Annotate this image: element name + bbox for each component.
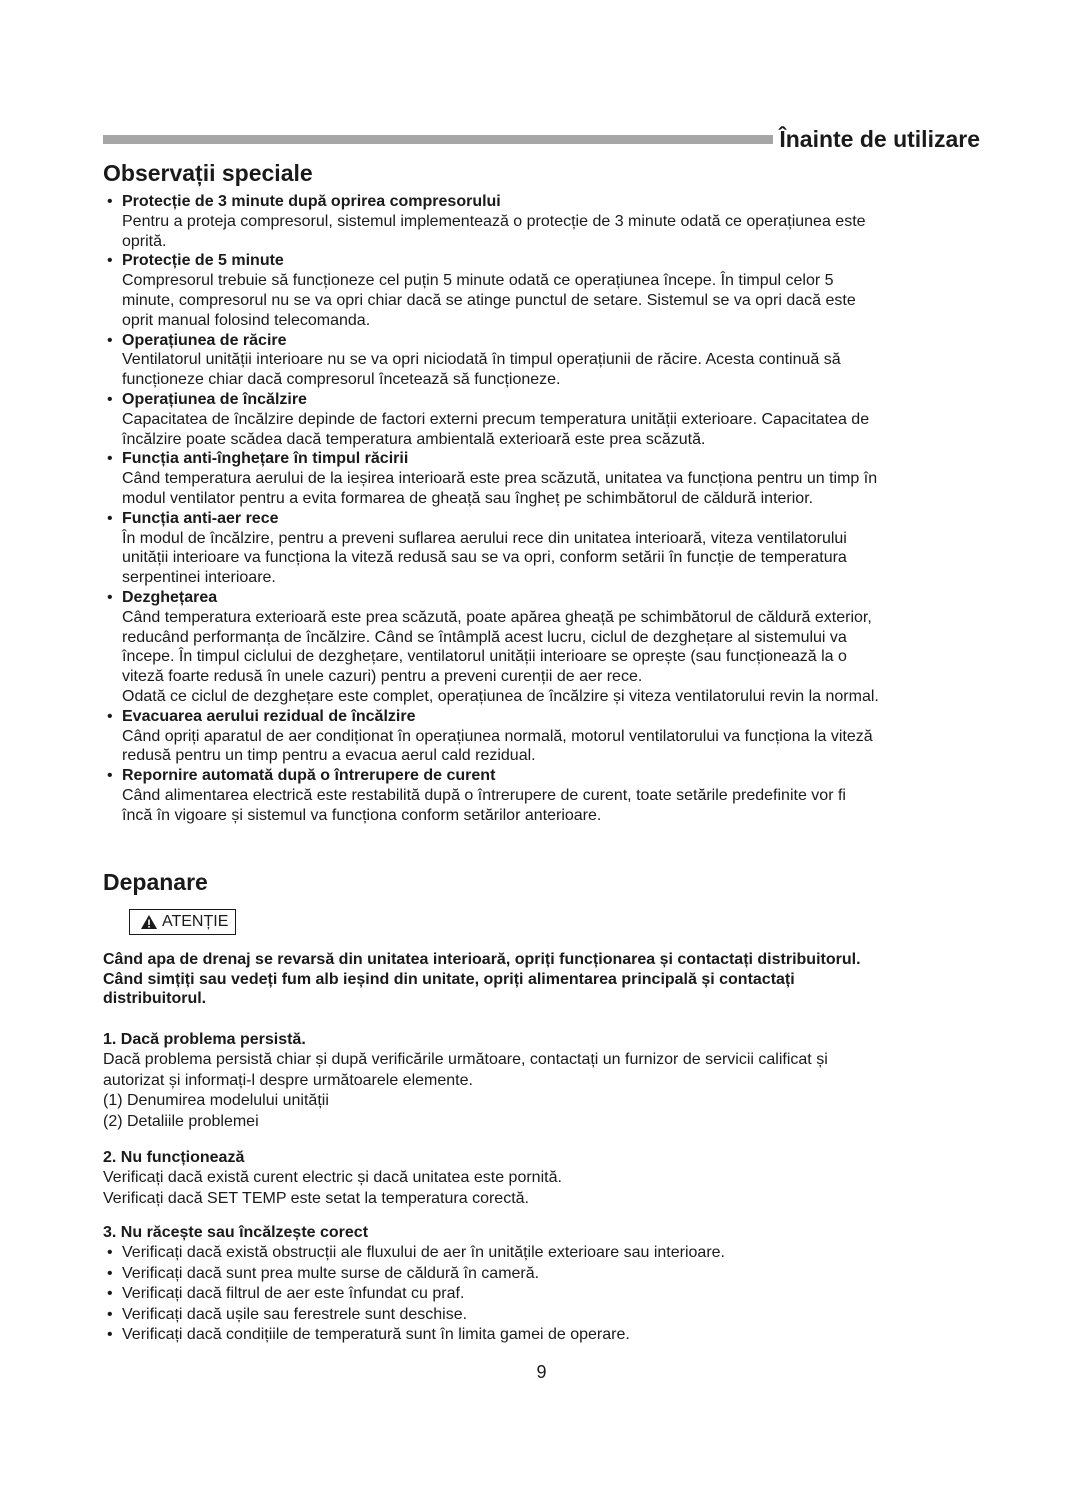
list-item: • Verificați dacă există obstrucții ale fluxului de aer în unitățile exterioare sau interioare. xyxy=(103,1243,983,1264)
subsection-title: 1. Dacă problema persistă. xyxy=(103,1031,306,1048)
item-line: Când temperatura exterioară este prea scăzută, poate apărea gheață pe schimbătorul de căldură exterior, xyxy=(122,608,872,626)
item-title: • Protecție de 3 minute după oprirea compresorului xyxy=(122,193,501,210)
warning-line: distribuitorul. xyxy=(103,990,207,1007)
item-line: Odată ce ciclul de dezghețare este complet, operațiunea de încălzire și viteza ventilatorului revin la normal. xyxy=(122,687,879,705)
list-item: • Verificați dacă sunt prea multe surse de căldură în cameră. xyxy=(103,1264,983,1285)
text-line: autorizat și informați-l despre următoarele elemente. xyxy=(103,1071,473,1089)
caution-box xyxy=(129,909,236,935)
caution-label: ATENȚIE xyxy=(162,913,229,930)
item-title: • Dezghețarea xyxy=(122,588,218,606)
text-line: Dacă problema persistă chiar și după verificările următoare, contactați un furnizor de servicii calificat și xyxy=(103,1051,828,1068)
item-line: Ventilatorul unității interioare nu se va opri niciodată în timpul operațiunii de răcire. Acesta continuă să xyxy=(122,351,841,369)
item-line: modul ventilator pentru a evita formarea de gheață sau îngheț pe schimbătorul de căldură interior. xyxy=(122,489,814,507)
item-line: viteză foarte redusă în unele cazuri) pentru a preveni curenții de aer rece. xyxy=(122,668,643,686)
warning-text xyxy=(103,950,983,1009)
item-line: Compresorul trebuie să funcționeze cel puțin 5 minute odată ce operațiunea începe. În timpul celor 5 xyxy=(122,272,834,290)
item-line: Când temperatura aerului de la ieșirea interioară este prea scăzută, unitatea va funcționa pentru un timp în xyxy=(122,470,878,488)
item-title: • Funcția anti-înghețare în timpul răcirii xyxy=(122,450,409,468)
item-line: redusă pentru un timp pentru a evacua aerul cald rezidual. xyxy=(122,747,536,765)
item-line: minute, compresorul nu se va opri chiar dacă se atinge punctul de setare. Sistemul se va opri dacă este xyxy=(122,291,856,309)
depanare-title: Depanare xyxy=(103,869,208,895)
list-item xyxy=(103,390,983,449)
header-bar xyxy=(103,135,773,144)
item-line: încă în vigoare și sistemul va funcționa conform setărilor anterioare. xyxy=(122,806,602,824)
item-line: unității interioare va funcționa la viteză redusă sau se va opri, conform setării în funcție de temperatura xyxy=(122,549,847,567)
subsection-title: 2. Nu funcționează xyxy=(103,1149,245,1166)
check-list xyxy=(103,1243,983,1346)
item-line: Când alimentarea electrică este restabilită după o întrerupere de curent, toate setările predefinite vor fi xyxy=(122,786,846,804)
warning-triangle-icon xyxy=(140,914,158,930)
subsection-title: 3. Nu răcește sau încălzește corect xyxy=(103,1224,369,1241)
item-line: încălzire poate scădea dacă temperatura ambientală exterioară este prea scăzută. xyxy=(122,430,706,448)
list-item xyxy=(103,192,983,251)
item-line: funcționeze chiar dacă compresorul încetează să funcționeze. xyxy=(122,371,561,389)
item-line: Pentru a proteja compresorul, sistemul implementează o protecție de 3 minute odată ce operațiunea este xyxy=(122,212,866,230)
page-header xyxy=(103,124,980,154)
subsection-persists xyxy=(103,1029,983,1132)
warning-line: Când apa de drenaj se revarsă din unitatea interioară, opriți funcționarea și contactați distribuitorul. xyxy=(103,951,861,968)
subsection-not-working xyxy=(103,1147,983,1209)
item-title: • Operațiunea de răcire xyxy=(122,331,287,349)
list-item xyxy=(103,509,983,588)
list-item: • Verificați dacă ușile sau ferestrele sunt deschise. xyxy=(103,1305,983,1326)
item-line: oprită. xyxy=(122,232,167,250)
page-number: 9 xyxy=(536,1362,547,1382)
item-title: • Funcția anti-aer rece xyxy=(122,509,279,527)
item-line: oprit manual folosind telecomanda. xyxy=(122,311,371,329)
observatii-title: Observații speciale xyxy=(103,160,313,186)
list-item: • Verificați dacă filtrul de aer este înfundat cu praf. xyxy=(103,1284,983,1305)
item-title: • Repornire automată după o întrerupere de curent xyxy=(122,767,496,785)
text-line: (1) Denumirea modelului unității xyxy=(103,1092,329,1109)
observatii-list xyxy=(103,192,983,826)
item-line: Capacitatea de încălzire depinde de factori externi precum temperatura unității exterioare. Capacitatea de xyxy=(122,410,870,428)
list-item xyxy=(103,251,983,330)
list-item xyxy=(103,588,983,707)
list-item xyxy=(103,331,983,390)
item-line: serpentinei interioare. xyxy=(122,569,276,587)
item-title: • Protecție de 5 minute xyxy=(122,252,284,270)
list-item xyxy=(103,707,983,766)
list-item: • Verificați dacă condițiile de temperatură sunt în limita gamei de operare. xyxy=(103,1325,983,1346)
item-line: reducând performanța de încălzire. Când se întâmplă acest lucru, ciclul de dezghețare al sistemului va xyxy=(122,628,847,646)
item-line: În modul de încălzire, pentru a preveni suflarea aerului rece din unitatea interioară, viteza ventilatorului xyxy=(122,529,847,547)
list-item xyxy=(103,449,983,508)
warning-line: Când simțiți sau vedeți fum alb ieșind din unitate, opriți alimentarea principală și contactați xyxy=(103,970,795,988)
text-line: Verificați dacă SET TEMP este setat la temperatura corectă. xyxy=(103,1189,529,1207)
text-line: Verificați dacă există curent electric și dacă unitatea este pornită. xyxy=(103,1169,562,1186)
header-title: Înainte de utilizare xyxy=(779,125,980,152)
text-line: (2) Detaliile problemei xyxy=(103,1112,259,1130)
list-item xyxy=(103,766,983,825)
item-title: • Evacuarea aerului rezidual de încălzire xyxy=(122,707,416,725)
item-title: • Operațiunea de încălzire xyxy=(122,390,307,408)
subsection-not-cooling xyxy=(103,1222,983,1346)
item-line: Când opriți aparatul de aer condiționat în operațiunea normală, motorul ventilatorului va funcționa la viteză xyxy=(122,727,873,745)
item-line: începe. În timpul ciclului de dezghețare, ventilatorul unității interioare se oprește (sau funcționează la o xyxy=(122,648,847,666)
